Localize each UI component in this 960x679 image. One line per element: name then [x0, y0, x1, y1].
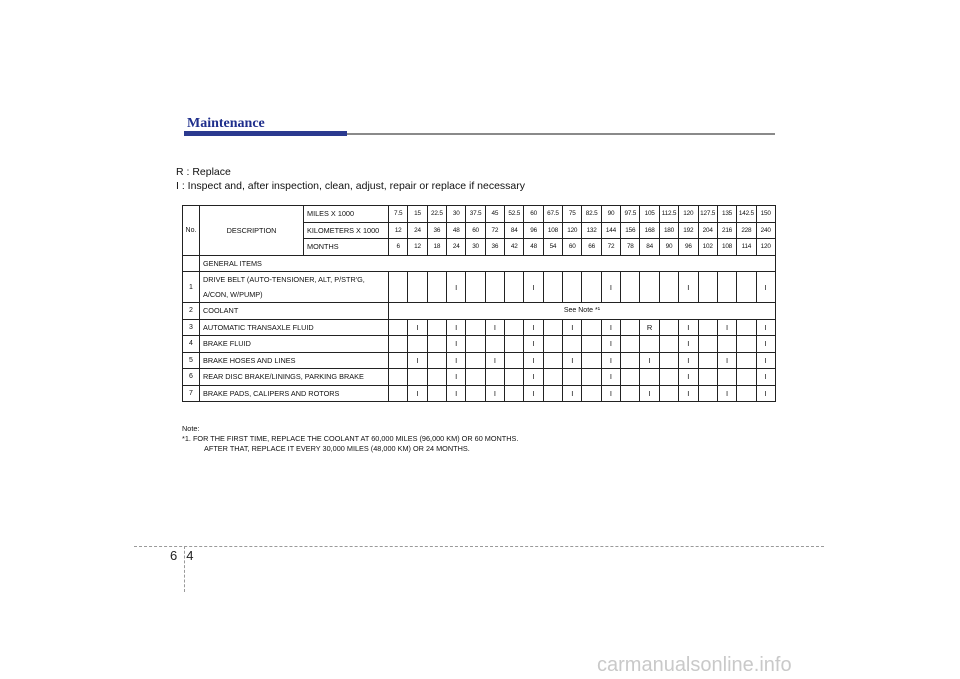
interval-mark: I — [601, 352, 620, 369]
miles-row — [183, 206, 776, 223]
interval-mark — [427, 336, 446, 353]
interval-mark — [505, 369, 524, 386]
interval-mark — [389, 352, 408, 369]
miles-cell: 135 — [717, 206, 736, 223]
interval-mark — [505, 336, 524, 353]
months-cell: 60 — [563, 239, 582, 256]
miles-cell: 105 — [640, 206, 659, 223]
interval-mark — [621, 272, 640, 303]
interval-mark — [466, 369, 485, 386]
row-number: 2 — [183, 303, 200, 320]
interval-mark: I — [601, 369, 620, 386]
interval-mark — [427, 352, 446, 369]
months-cell: 90 — [659, 239, 678, 256]
km-cell: 216 — [717, 222, 736, 239]
miles-label: MILES X 1000 — [304, 206, 389, 223]
km-cell: 84 — [505, 222, 524, 239]
interval-mark: I — [679, 352, 698, 369]
interval-mark: I — [447, 319, 466, 336]
interval-mark — [717, 336, 736, 353]
interval-mark: I — [640, 352, 659, 369]
interval-mark — [563, 369, 582, 386]
interval-mark: I — [756, 336, 775, 353]
row-description: BRAKE HOSES AND LINES — [200, 352, 389, 369]
interval-mark — [717, 369, 736, 386]
interval-mark — [485, 336, 504, 353]
interval-mark: I — [485, 385, 504, 402]
row-description: BRAKE PADS, CALIPERS AND ROTORS — [200, 385, 389, 402]
interval-mark — [543, 336, 562, 353]
row-description: COOLANT — [200, 303, 389, 320]
interval-mark: I — [601, 319, 620, 336]
interval-mark — [640, 336, 659, 353]
interval-mark: I — [447, 385, 466, 402]
interval-mark — [698, 385, 717, 402]
miles-cell: 150 — [756, 206, 775, 223]
interval-mark — [466, 352, 485, 369]
interval-mark: I — [447, 336, 466, 353]
interval-mark — [408, 336, 427, 353]
interval-mark: I — [408, 319, 427, 336]
schedule-row — [183, 272, 776, 303]
interval-mark — [427, 272, 446, 303]
interval-mark — [621, 319, 640, 336]
interval-mark — [543, 272, 562, 303]
miles-cell: 22.5 — [427, 206, 446, 223]
interval-mark — [505, 352, 524, 369]
interval-mark: I — [717, 319, 736, 336]
interval-mark — [659, 336, 678, 353]
miles-cell: 97.5 — [621, 206, 640, 223]
interval-mark: I — [756, 385, 775, 402]
interval-mark — [485, 369, 504, 386]
description-line-1: DRIVE BELT (AUTO-TENSIONER, ALT, P/STR'G, — [203, 275, 365, 284]
interval-mark — [543, 352, 562, 369]
interval-mark — [698, 369, 717, 386]
notes-title: Note: — [182, 424, 200, 433]
row-number: 4 — [183, 336, 200, 353]
interval-mark — [543, 319, 562, 336]
row-description: REAR DISC BRAKE/LININGS, PARKING BRAKE — [200, 369, 389, 386]
km-cell: 60 — [466, 222, 485, 239]
km-cell: 180 — [659, 222, 678, 239]
interval-mark: I — [447, 352, 466, 369]
km-cell: 168 — [640, 222, 659, 239]
km-cell: 12 — [389, 222, 408, 239]
interval-mark — [427, 385, 446, 402]
interval-mark — [582, 369, 601, 386]
notes-block — [182, 424, 518, 454]
row-number: 7 — [183, 385, 200, 402]
interval-mark: I — [601, 336, 620, 353]
interval-mark: I — [524, 352, 543, 369]
interval-mark: I — [717, 385, 736, 402]
interval-mark — [582, 336, 601, 353]
months-cell: 6 — [389, 239, 408, 256]
interval-mark — [582, 272, 601, 303]
interval-mark — [408, 272, 427, 303]
miles-cell: 90 — [601, 206, 620, 223]
schedule-row — [183, 319, 776, 336]
km-cell: 36 — [427, 222, 446, 239]
months-cell: 102 — [698, 239, 717, 256]
interval-mark — [505, 385, 524, 402]
interval-mark — [717, 272, 736, 303]
months-cell: 96 — [679, 239, 698, 256]
interval-mark: I — [756, 369, 775, 386]
note-1-line-1: *1. FOR THE FIRST TIME, REPLACE THE COOLANT AT 60,000 MILES (96,000 KM) OR 60 MONTHS. — [182, 434, 519, 443]
interval-mark — [659, 319, 678, 336]
interval-mark — [466, 319, 485, 336]
interval-mark: I — [524, 319, 543, 336]
months-cell: 66 — [582, 239, 601, 256]
interval-mark — [466, 272, 485, 303]
interval-mark — [389, 336, 408, 353]
note-1-line-2: AFTER THAT, REPLACE IT EVERY 30,000 MILES (48,000 KM) OR 24 MONTHS. — [204, 444, 470, 453]
miles-cell: 112.5 — [659, 206, 678, 223]
km-cell: 204 — [698, 222, 717, 239]
interval-mark — [621, 336, 640, 353]
interval-mark: I — [640, 385, 659, 402]
interval-mark — [737, 385, 756, 402]
footer-rule — [134, 546, 824, 547]
months-cell: 108 — [717, 239, 736, 256]
interval-mark — [640, 272, 659, 303]
km-label: KILOMETERS X 1000 — [304, 222, 389, 239]
interval-mark — [389, 385, 408, 402]
interval-mark — [737, 272, 756, 303]
interval-mark: I — [408, 352, 427, 369]
header-rule — [347, 133, 775, 135]
row-number: 3 — [183, 319, 200, 336]
miles-cell: 142.5 — [737, 206, 756, 223]
miles-cell: 67.5 — [543, 206, 562, 223]
miles-cell: 82.5 — [582, 206, 601, 223]
km-cell: 96 — [524, 222, 543, 239]
interval-mark — [427, 369, 446, 386]
interval-mark: I — [485, 319, 504, 336]
miles-cell: 127.5 — [698, 206, 717, 223]
interval-mark: I — [679, 385, 698, 402]
interval-mark: I — [679, 272, 698, 303]
row-description: BRAKE FLUID — [200, 336, 389, 353]
general-items-no — [183, 255, 200, 272]
interval-mark — [563, 336, 582, 353]
interval-mark — [698, 319, 717, 336]
months-cell: 36 — [485, 239, 504, 256]
months-cell: 120 — [756, 239, 775, 256]
interval-mark — [543, 369, 562, 386]
interval-mark — [698, 272, 717, 303]
months-cell: 114 — [737, 239, 756, 256]
miles-cell: 60 — [524, 206, 543, 223]
schedule-body — [183, 206, 776, 402]
interval-mark — [427, 319, 446, 336]
maintenance-schedule-table — [182, 205, 776, 402]
interval-mark: I — [447, 369, 466, 386]
row-number: 6 — [183, 369, 200, 386]
header-rule-accent — [184, 131, 347, 136]
miles-cell: 52.5 — [505, 206, 524, 223]
no-header: No. — [183, 206, 200, 256]
legend-inspect: I : Inspect and, after inspection, clean, adjust, repair or replace if necessary — [176, 180, 526, 192]
months-cell: 30 — [466, 239, 485, 256]
km-cell: 120 — [563, 222, 582, 239]
km-cell: 192 — [679, 222, 698, 239]
interval-mark — [485, 272, 504, 303]
months-cell: 18 — [427, 239, 446, 256]
section-title: Maintenance — [187, 116, 265, 131]
months-cell: 84 — [640, 239, 659, 256]
interval-mark: I — [601, 385, 620, 402]
interval-mark — [582, 385, 601, 402]
interval-mark — [659, 385, 678, 402]
interval-mark: I — [563, 319, 582, 336]
interval-mark: I — [524, 336, 543, 353]
interval-mark: I — [717, 352, 736, 369]
interval-mark — [621, 385, 640, 402]
interval-mark: I — [563, 352, 582, 369]
months-cell: 48 — [524, 239, 543, 256]
interval-mark — [543, 385, 562, 402]
interval-mark: I — [679, 336, 698, 353]
interval-mark: I — [408, 385, 427, 402]
row-number: 5 — [183, 352, 200, 369]
interval-mark — [466, 336, 485, 353]
interval-mark: I — [485, 352, 504, 369]
schedule-row — [183, 336, 776, 353]
row-description: AUTOMATIC TRANSAXLE FLUID — [200, 319, 389, 336]
interval-mark — [659, 352, 678, 369]
interval-mark — [737, 319, 756, 336]
km-cell: 132 — [582, 222, 601, 239]
interval-mark: I — [563, 385, 582, 402]
months-cell: 54 — [543, 239, 562, 256]
interval-mark — [466, 385, 485, 402]
interval-mark: I — [679, 319, 698, 336]
interval-mark: I — [447, 272, 466, 303]
km-cell: 144 — [601, 222, 620, 239]
coolant-note: See Note *¹ — [389, 303, 776, 320]
miles-cell: 45 — [485, 206, 504, 223]
interval-mark — [389, 319, 408, 336]
interval-mark: R — [640, 319, 659, 336]
schedule-row — [183, 369, 776, 386]
miles-cell: 75 — [563, 206, 582, 223]
months-label: MONTHS — [304, 239, 389, 256]
interval-mark — [737, 336, 756, 353]
months-cell: 72 — [601, 239, 620, 256]
general-items-label: GENERAL ITEMS — [200, 255, 776, 272]
km-cell: 240 — [756, 222, 775, 239]
watermark: carmanualsonline.info — [597, 654, 792, 676]
row-description — [200, 272, 389, 303]
page-number: 64 — [170, 548, 203, 563]
miles-cell: 120 — [679, 206, 698, 223]
km-cell: 48 — [447, 222, 466, 239]
km-cell: 228 — [737, 222, 756, 239]
interval-mark — [505, 319, 524, 336]
interval-mark: I — [756, 319, 775, 336]
interval-mark: I — [601, 272, 620, 303]
interval-mark: I — [524, 369, 543, 386]
interval-mark: I — [756, 272, 775, 303]
km-cell: 72 — [485, 222, 504, 239]
months-cell: 12 — [408, 239, 427, 256]
interval-mark: I — [524, 385, 543, 402]
interval-mark — [659, 272, 678, 303]
interval-mark — [698, 352, 717, 369]
interval-mark — [389, 369, 408, 386]
row-number: 1 — [183, 272, 200, 303]
miles-cell: 7.5 — [389, 206, 408, 223]
interval-mark: I — [524, 272, 543, 303]
interval-mark: I — [679, 369, 698, 386]
schedule-row — [183, 385, 776, 402]
interval-mark — [505, 272, 524, 303]
interval-mark — [621, 352, 640, 369]
description-header: DESCRIPTION — [200, 206, 304, 256]
months-cell: 42 — [505, 239, 524, 256]
miles-cell: 15 — [408, 206, 427, 223]
interval-mark — [698, 336, 717, 353]
months-cell: 24 — [447, 239, 466, 256]
km-cell: 24 — [408, 222, 427, 239]
interval-mark: I — [756, 352, 775, 369]
months-cell: 78 — [621, 239, 640, 256]
general-items-row — [183, 255, 776, 272]
interval-mark — [737, 369, 756, 386]
description-line-2: A/CON, W/PUMP) — [203, 290, 263, 299]
km-cell: 108 — [543, 222, 562, 239]
miles-cell: 30 — [447, 206, 466, 223]
interval-mark — [582, 352, 601, 369]
interval-mark — [408, 369, 427, 386]
interval-mark — [621, 369, 640, 386]
interval-mark — [582, 319, 601, 336]
km-cell: 156 — [621, 222, 640, 239]
interval-mark — [563, 272, 582, 303]
miles-cell: 37.5 — [466, 206, 485, 223]
interval-mark — [737, 352, 756, 369]
schedule-row — [183, 352, 776, 369]
legend-replace: R : Replace — [176, 166, 231, 178]
interval-mark — [659, 369, 678, 386]
interval-mark — [389, 272, 408, 303]
schedule-row — [183, 303, 776, 320]
interval-mark — [640, 369, 659, 386]
